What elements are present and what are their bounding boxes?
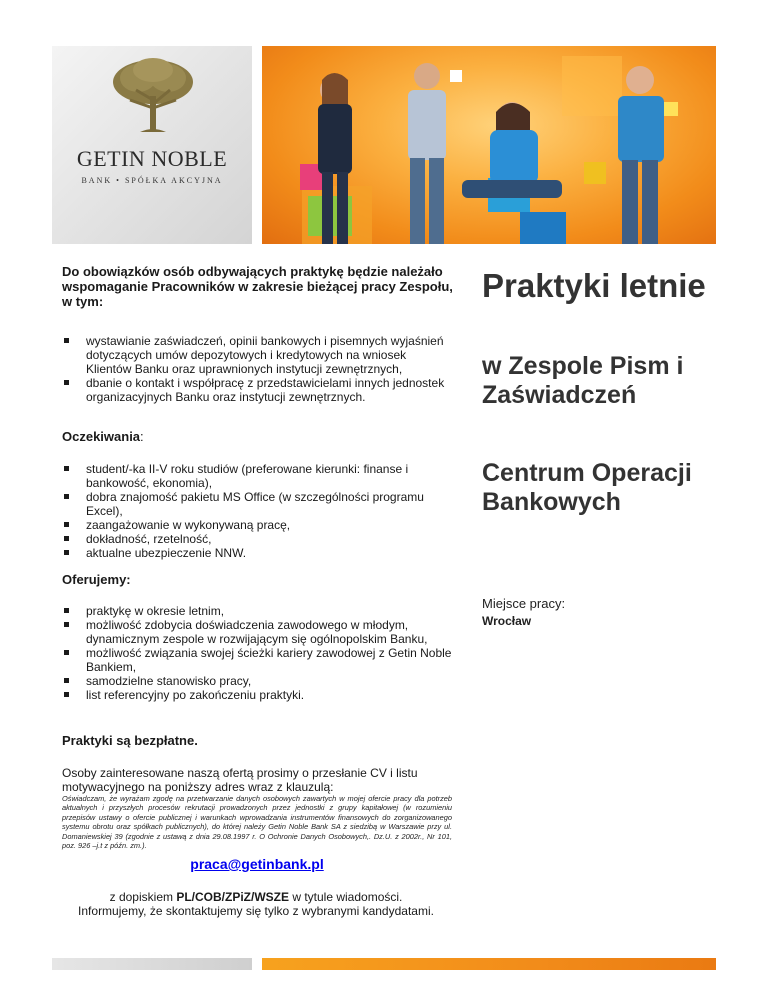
footer-bar-grey [52,958,252,970]
sidebar-team: w Zespole Pism i Zaświadczeń [482,352,684,409]
logo-subtitle: BANK • SPÓŁKA AKCYJNA [81,176,223,185]
footer-line-1 [52,890,460,904]
list-item: praktykę w okresie letnim, [62,604,454,618]
logo-name: GETIN NOBLE [76,146,228,171]
free-note: Praktyki są bezpłatne. [62,733,198,748]
expectations-list [62,462,454,560]
sidebar-title: Praktyki letnie [482,267,706,304]
list-item: student/-ka II-V roku studiów (preferowane kierunki: finanse i bankowość, ekonomia), [62,462,454,490]
header-photo [262,46,716,244]
tree-logo-icon [110,56,196,140]
list-item: wystawianie zaświadczeń, opinii bankowych i pisemnych wyjaśnień dotyczących umów depozytowych i kredytowych na wniosek Klientów Banku oraz uprawnionych instytucji zewnętrznych, [62,334,454,376]
footer-line-2: Informujemy, że skontaktujemy się tylko z wybranymi kandydatami. [78,904,434,918]
footer-bar-orange [262,958,716,970]
expectations-title: Oczekiwania [62,429,141,444]
footer-prefix: z dopiskiem [109,890,177,904]
list-item: list referencyjny po zakończeniu praktyki. [62,688,454,702]
expectations-heading [62,430,454,444]
place-label: Miejsce pracy: [482,596,566,611]
footer-note [52,890,460,918]
logo-panel [52,46,252,244]
duties-list [62,334,454,404]
email-link[interactable]: praca@getinbank.pl [190,856,324,872]
list-item: zaangażowanie w wykonywaną pracę, [62,518,454,532]
consent-clause: Oświadczam, że wyrażam zgodę na przetwarzanie danych osobowych zawartych w mojej ofercie pracy dla potrzeb aktualnych i przyszłych procesów rekrutacji prowadzonych przez jednostki z grupy kapitałowej (w rozumieniu przepisów ustawy o ofercie publicznej i warunkach wprowadzania instrumentów finansowych do zorganizowanego systemu obrotu oraz spółkach publicznych), do której należy Getin Noble Bank SA z siedzibą w Warszawie przy ul. Domaniewskiej 39 (zgodnie z ustawą z dnia 29.08.1997 r. O Ochronie Danych Osobowych,. Dz.U. z 2002r., Nr 101, poz. 926 –j.t z późn. zm.). [62,794,452,851]
list-item: możliwość związania swojej ścieżki kariery zawodowej z Getin Noble Bankiem, [62,646,454,674]
list-item: dobra znajomość pakietu MS Office (w szczególności programu Excel), [62,490,454,518]
list-item: samodzielne stanowisko pracy, [62,674,454,688]
intro-text: Do obowiązków osób odbywających praktykę będzie należało wspomaganie Pracowników w zakresie bieżącej pracy Zespołu, w tym: [62,264,453,309]
sidebar-center: Centrum Operacji Bankowych [482,459,692,516]
list-item: możliwość zdobycia doświadczenia zawodowego w młodym, dynamicznym zespole w rozwijającym się ogólnopolskim Banku, [62,618,454,646]
list-item: aktualne ubezpieczenie NNW. [62,546,454,560]
offer-heading: Oferujemy: [62,572,131,587]
offer-list [62,604,454,702]
expectations-colon: : [140,429,144,444]
footer-suffix: w tytule wiadomości. [289,890,403,904]
list-item: dokładność, rzetelność, [62,532,454,546]
people-with-cubes-image [262,46,716,244]
place-value: Wrocław [482,614,532,628]
invite-text: Osoby zainteresowane naszą ofertą prosimy o przesłanie CV i listu motywacyjnego na poniższy adres wraz z klauzulą: [62,766,418,794]
list-item: dbanie o kontakt i współpracę z przedstawicielami innych jednostek organizacyjnych Banku oraz instytucji zewnętrznych. [62,376,454,404]
subject-code: PL/COB/ZPiZ/WSZE [176,890,289,904]
